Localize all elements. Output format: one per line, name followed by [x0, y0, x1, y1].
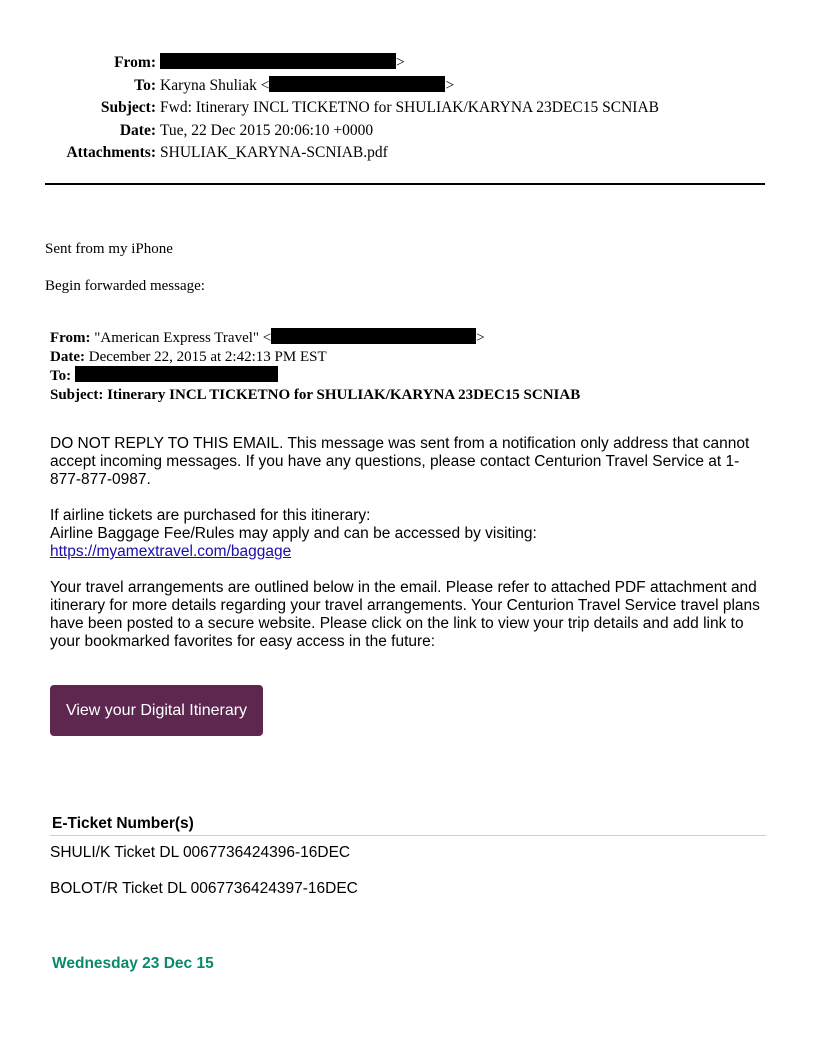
fwd-from-value: "American Express Travel" <: [94, 330, 272, 346]
redaction-box: [269, 76, 445, 92]
fwd-date-row: [50, 348, 580, 367]
baggage-line-1: If airline tickets are purchased for this itinerary:: [50, 507, 371, 524]
begin-forwarded-message: Begin forwarded message:: [45, 278, 205, 294]
itinerary-date-heading: Wednesday 23 Dec 15: [52, 955, 214, 972]
to-label: To:: [134, 76, 156, 94]
header-to-row: [0, 75, 659, 98]
redaction-box: [75, 366, 278, 382]
ticket-row: BOLOT/R Ticket DL 0067736424397-16DEC: [50, 880, 358, 897]
eticket-heading: E-Ticket Number(s): [52, 815, 194, 832]
fwd-subject-value: Itinerary INCL TICKETNO for SHULIAK/KARYNA 23DEC15 SCNIAB: [107, 386, 581, 403]
sent-from-iphone: Sent from my iPhone: [45, 241, 173, 257]
eticket-divider: [50, 835, 766, 836]
to-close-bracket: >: [445, 76, 455, 94]
to-name: Karyna Shuliak <: [160, 76, 270, 94]
header-subject-row: [0, 97, 659, 120]
fwd-subject-row: [50, 386, 580, 405]
fwd-date-value: December 22, 2015 at 2:42:13 PM EST: [88, 348, 327, 365]
fwd-date-label: Date:: [50, 348, 85, 365]
fwd-to-label: To:: [50, 368, 72, 384]
from-value: [160, 52, 405, 75]
from-close-bracket: >: [396, 54, 405, 71]
header-from-row: [0, 52, 659, 75]
notice-paragraph: [50, 435, 766, 489]
subject-label: Subject:: [100, 99, 156, 116]
redaction-box: [160, 53, 396, 69]
arrangements-paragraph: [50, 579, 766, 651]
attachments-label: Attachments:: [66, 144, 156, 161]
header-date-row: [0, 120, 659, 143]
forwarded-header: [50, 328, 580, 404]
notice-text: DO NOT REPLY TO THIS EMAIL. This message was sent from a notification only address that cannot accept incoming messages. If you have any questions, please contact Centurion Travel Service at 1-877-877-0987.: [50, 435, 750, 488]
fwd-from-label: From:: [50, 330, 91, 346]
baggage-line-2: Airline Baggage Fee/Rules may apply and can be accessed by visiting:: [50, 525, 537, 542]
header-attachments-row: [0, 142, 659, 165]
date-value: Tue, 22 Dec 2015 20:06:10 +0000: [160, 121, 374, 139]
date-label: Date:: [119, 121, 156, 139]
email-header: [0, 52, 659, 165]
header-divider: [45, 183, 765, 185]
arrangements-text: Your travel arrangements are outlined below in the email. Please refer to attached PDF attachment and itinerary for more details regarding your travel arrangements. Your Centurion Travel Service travel plans have been posted to a secure website. Please click on the link to view your trip details and add link to your bookmarked favorites for easy access in the future:: [50, 579, 760, 650]
baggage-paragraph: [50, 507, 766, 561]
ticket-row: SHULI/K Ticket DL 0067736424396-16DEC: [50, 844, 351, 861]
fwd-subject-label: Subject:: [50, 386, 104, 403]
redaction-box: [271, 328, 476, 344]
fwd-from-close-bracket: >: [476, 330, 485, 346]
to-value: [160, 75, 454, 98]
from-label: From:: [114, 54, 156, 71]
attachment-file[interactable]: SHULIAK_KARYNA-SCNIAB.pdf: [160, 144, 388, 161]
subject-value: Fwd: Itinerary INCL TICKETNO for SHULIAK/KARYNA 23DEC15 SCNIAB: [160, 99, 659, 116]
view-digital-itinerary-button[interactable]: View your Digital Itinerary: [50, 685, 263, 736]
baggage-link[interactable]: https://myamextravel.com/baggage: [50, 543, 292, 560]
fwd-from-row: [50, 328, 580, 348]
fwd-to-row: [50, 366, 580, 386]
